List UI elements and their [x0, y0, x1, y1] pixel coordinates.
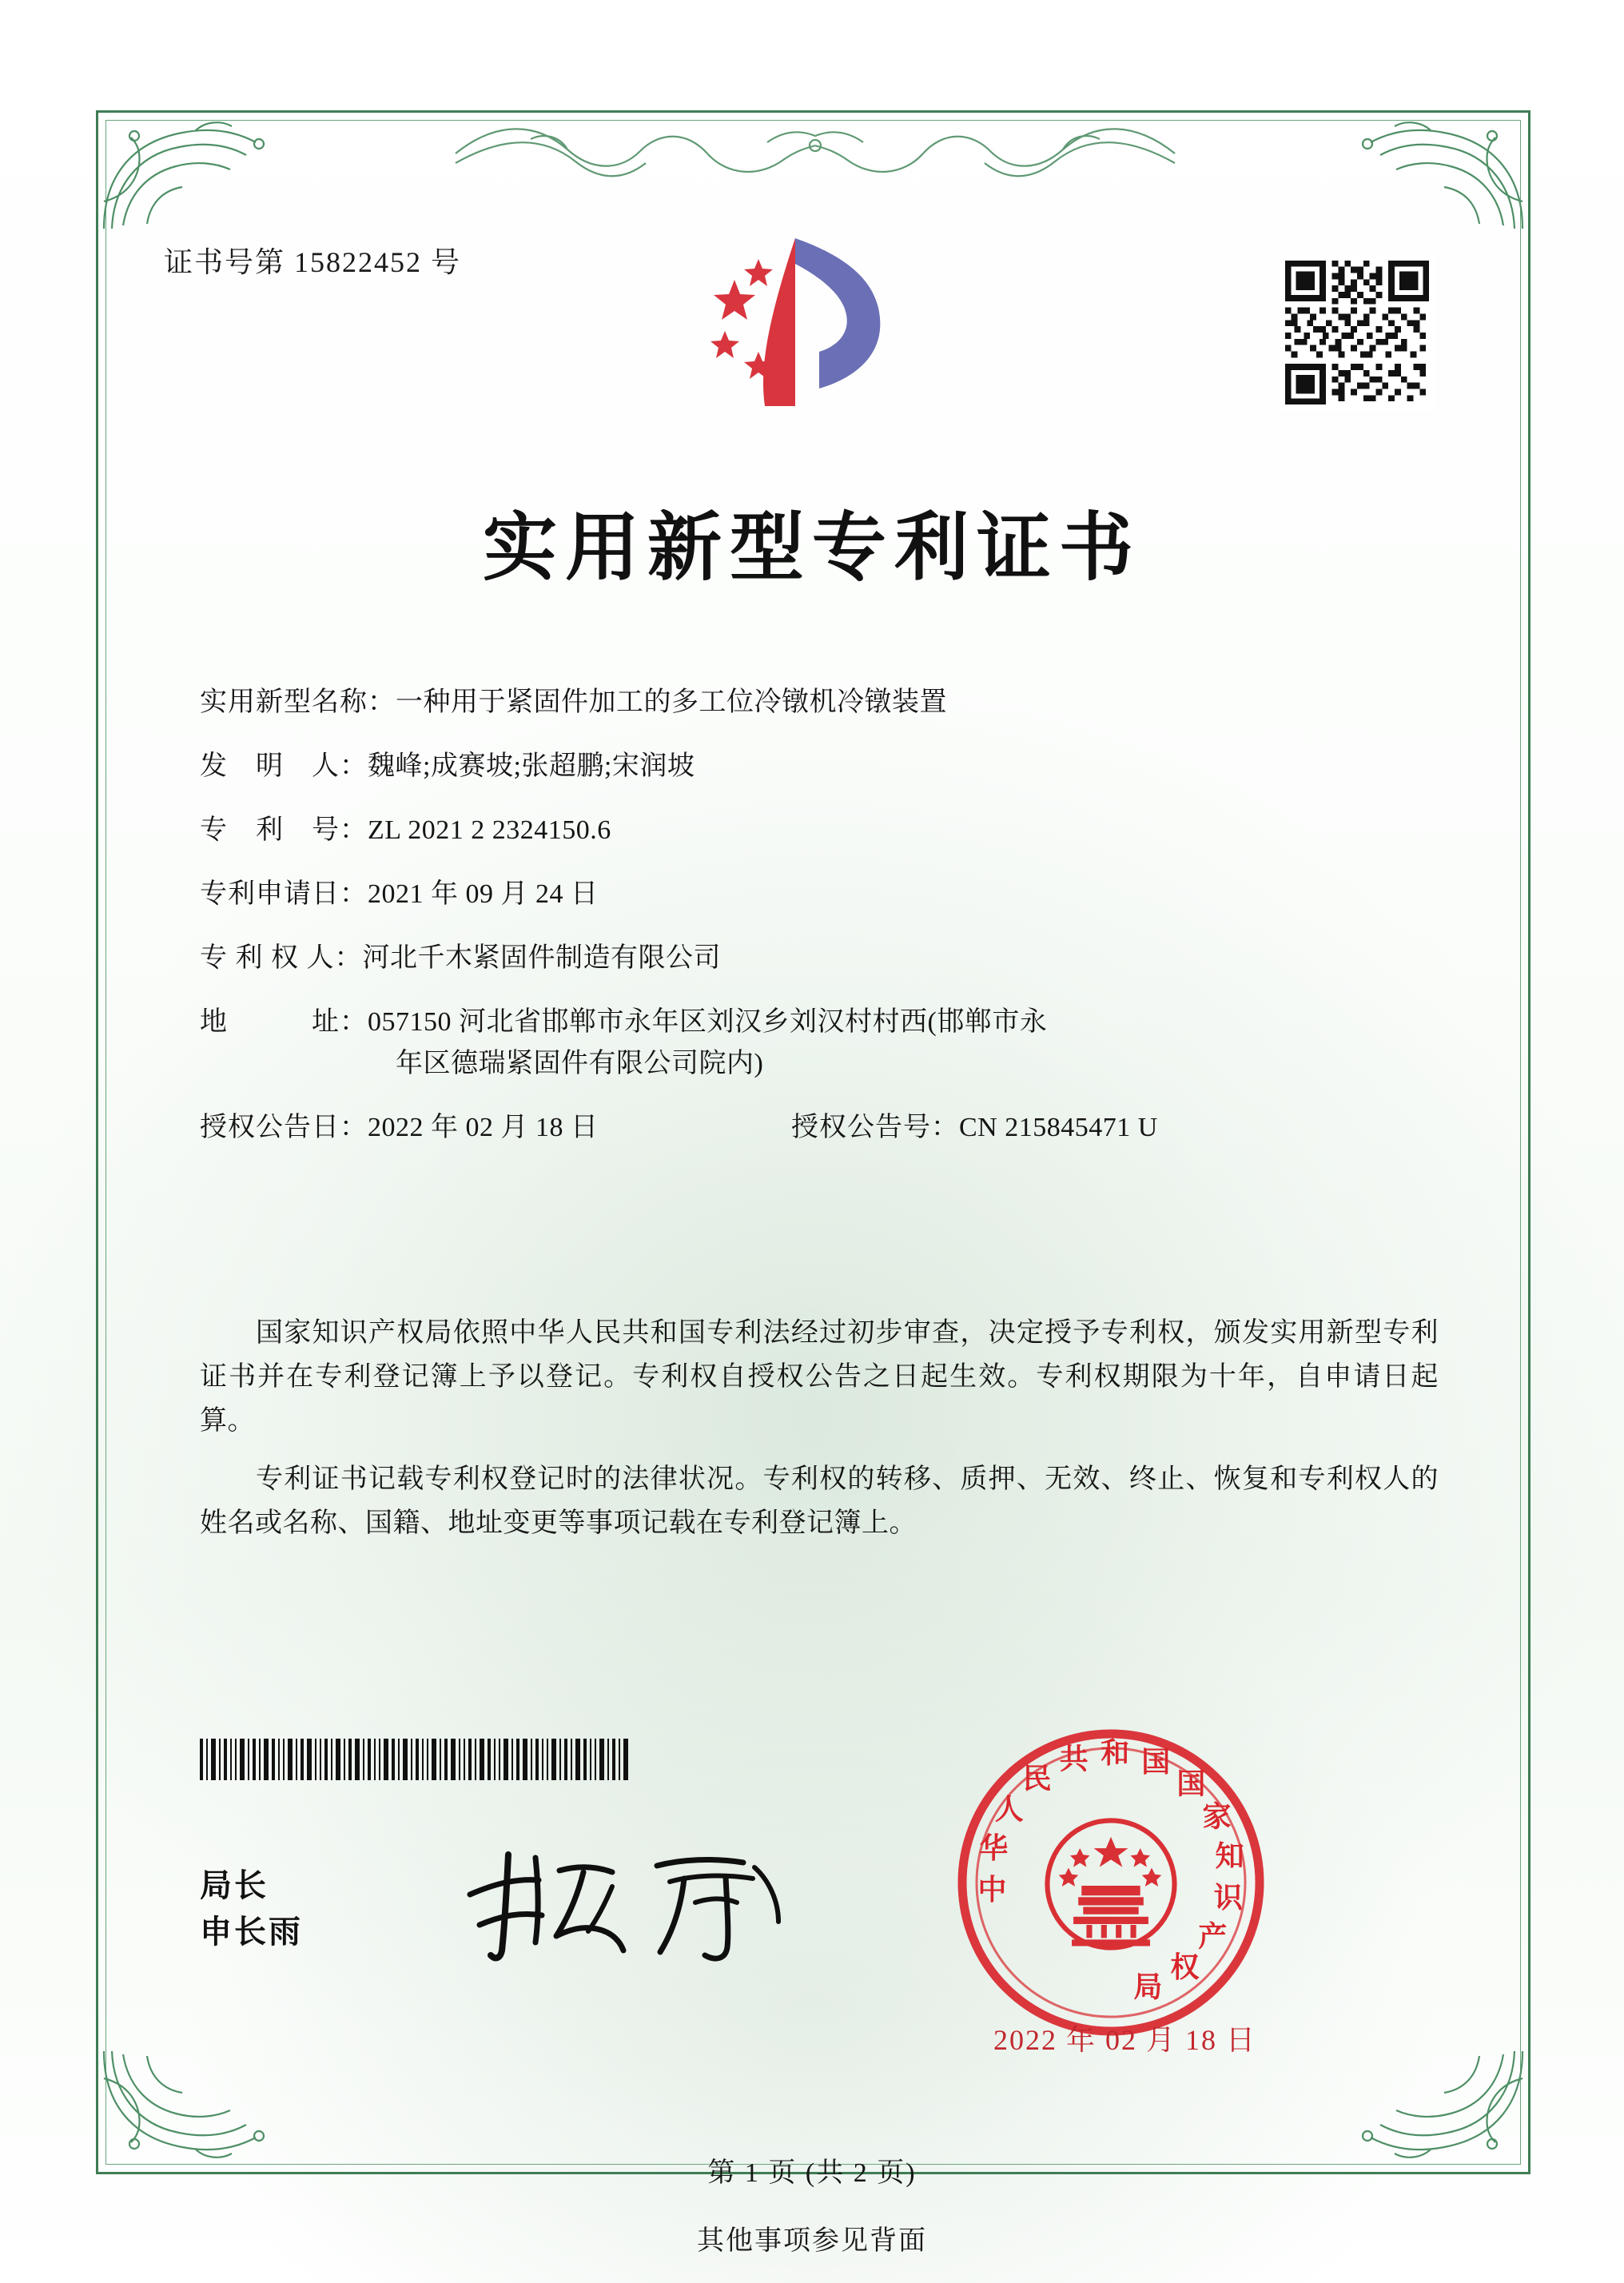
svg-text:国: 国 — [1141, 1744, 1171, 1779]
field-value: 河北千木紧固件制造有限公司 — [362, 943, 721, 973]
grant-date-label: 授权公告日： — [200, 1113, 368, 1142]
legal-text-block — [200, 1311, 1439, 1560]
field-row-patentee — [200, 945, 1447, 972]
barcode-icon — [200, 1739, 631, 1780]
cnipa-emblem-icon — [675, 232, 915, 428]
field-row-patent-number — [200, 817, 1447, 844]
field-row-application-date — [200, 881, 1447, 908]
paragraph-1: 国家知识产权局依照中华人民共和国专利法经过初步审查，决定授予专利权，颁发实用新型专利证书并在专利登记簿上予以登记。专利权自授权公告之日起生效。专利权期限为十年，自申请日起算。 — [200, 1318, 1439, 1436]
svg-text:国: 国 — [1176, 1767, 1206, 1801]
svg-text:共: 共 — [1059, 1742, 1089, 1776]
grant-date-value: 2022 年 02 月 18 日 — [368, 1113, 599, 1142]
svg-text:局: 局 — [1133, 1970, 1163, 2004]
svg-text:人: 人 — [994, 1792, 1024, 1827]
grant-number-label: 授权公告号： — [791, 1113, 959, 1142]
svg-text:中: 中 — [977, 1872, 1007, 1906]
field-value: 2021 年 09 月 24 日 — [368, 879, 599, 909]
certificate-number: 证书号第 15822452 号 — [164, 246, 462, 278]
signature-role: 局长 — [200, 1867, 269, 1903]
grant-number-group — [791, 1114, 1447, 1142]
svg-text:权: 权 — [1170, 1950, 1200, 1985]
paragraph-2: 专利证书记载专利权登记时的法律状况。专利权的转移、质押、无效、终止、恢复和专利权人的姓名或名称、国籍、地址变更等事项记载在专利登记簿上。 — [200, 1464, 1439, 1539]
field-value: 一种用于紧固件加工的多工位冷镦机冷镦装置 — [396, 687, 947, 717]
official-seal — [943, 1715, 1279, 2050]
svg-text:家: 家 — [1202, 1799, 1232, 1834]
signature-name: 申长雨 — [200, 1914, 303, 1950]
handwritten-signature — [456, 1839, 807, 1966]
address-line-1: 057150 河北省邯郸市永年区刘汉乡刘汉村村西(邯郸市永 — [368, 1007, 1048, 1037]
field-value-address — [368, 1009, 1447, 1078]
page-title: 实用新型专利证书 — [483, 504, 1141, 591]
address-line-2: 年区德瑞紧固件有限公司院内) — [396, 1049, 764, 1078]
page-number: 第 1 页 (共 2 页) — [707, 2158, 917, 2188]
svg-text:和: 和 — [1101, 1736, 1130, 1771]
seal-date: 2022 年 02 月 18 日 — [993, 2024, 1257, 2056]
field-label: 发 明 人： — [200, 751, 368, 781]
svg-text:华: 华 — [979, 1831, 1009, 1865]
svg-text:民: 民 — [1022, 1761, 1052, 1795]
field-row-grant — [200, 1114, 1447, 1142]
field-row-address — [200, 1009, 1447, 1078]
field-value: ZL 2021 2 2324150.6 — [368, 815, 611, 845]
footer-note: 其他事项参见背面 — [697, 2226, 927, 2256]
qr-code-icon — [1279, 254, 1435, 411]
field-label: 专利申请日： — [200, 879, 368, 909]
signature-block — [200, 1863, 303, 1955]
field-list — [200, 689, 1447, 1173]
field-label: 实用新型名称： — [200, 687, 396, 717]
field-label: 专 利 号： — [200, 815, 368, 845]
svg-text:识: 识 — [1213, 1881, 1243, 1915]
field-value: 魏峰;成赛坡;张超鹏;宋润坡 — [368, 751, 695, 781]
field-label: 地 址： — [200, 1007, 368, 1037]
grant-number-value: CN 215845471 U — [959, 1113, 1158, 1142]
grant-date-group — [200, 1114, 791, 1142]
field-row-utility-model-name — [200, 689, 1447, 716]
field-row-inventors — [200, 753, 1447, 780]
svg-text:产: 产 — [1198, 1919, 1228, 1954]
field-label: 专 利 权 人： — [200, 943, 363, 973]
svg-text:知: 知 — [1215, 1839, 1244, 1874]
